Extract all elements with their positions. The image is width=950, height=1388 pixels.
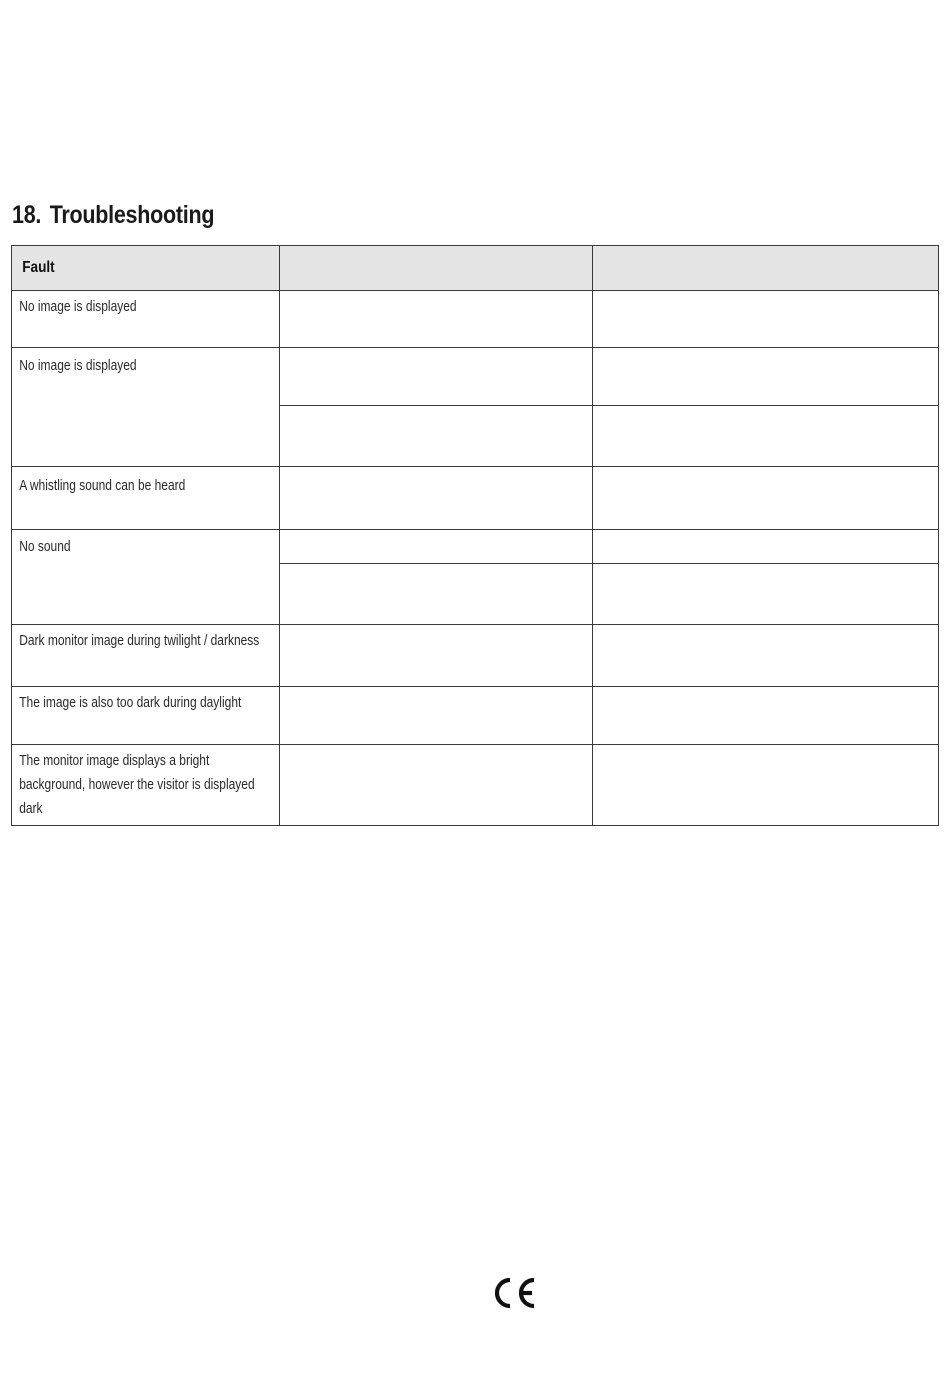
empty-cell [593,564,939,625]
empty-cell [280,745,593,826]
fault-cell: Dark monitor image during twilight / darkness [12,625,280,687]
empty-cell [280,625,593,687]
empty-cell [280,291,593,348]
fault-cell: The monitor image displays a bright background, however the visitor is displayed dark [12,745,280,826]
empty-cell [593,745,939,826]
section-number: 18. [12,201,42,229]
empty-cell [280,348,593,406]
table-row [12,687,939,745]
section-title-text: Troubleshooting [49,201,215,229]
empty-cell [593,348,939,406]
table-row [12,745,939,826]
fault-cell: The image is also too dark during daylight [12,687,280,745]
troubleshooting-table [11,245,939,826]
empty-cell [593,291,939,348]
section-title [12,201,214,230]
empty-cell [280,687,593,745]
table-row [12,530,939,564]
empty-cell [280,564,593,625]
empty-cell [280,406,593,467]
header-fault: Fault [12,246,280,291]
fault-cell: No image is displayed [12,348,280,467]
table-row [12,348,939,406]
ce-mark-icon [490,1275,536,1311]
fault-cell: No image is displayed [12,291,280,348]
header-column-2 [280,246,593,291]
empty-cell [280,530,593,564]
empty-cell [280,467,593,530]
empty-cell [593,625,939,687]
empty-cell [593,530,939,564]
table-row [12,625,939,687]
table-row [12,467,939,530]
table-row [12,291,939,348]
header-column-3 [593,246,939,291]
fault-cell: A whistling sound can be heard [12,467,280,530]
fault-cell: No sound [12,530,280,625]
table-header-row [12,246,939,291]
empty-cell [593,406,939,467]
empty-cell [593,687,939,745]
empty-cell [593,467,939,530]
